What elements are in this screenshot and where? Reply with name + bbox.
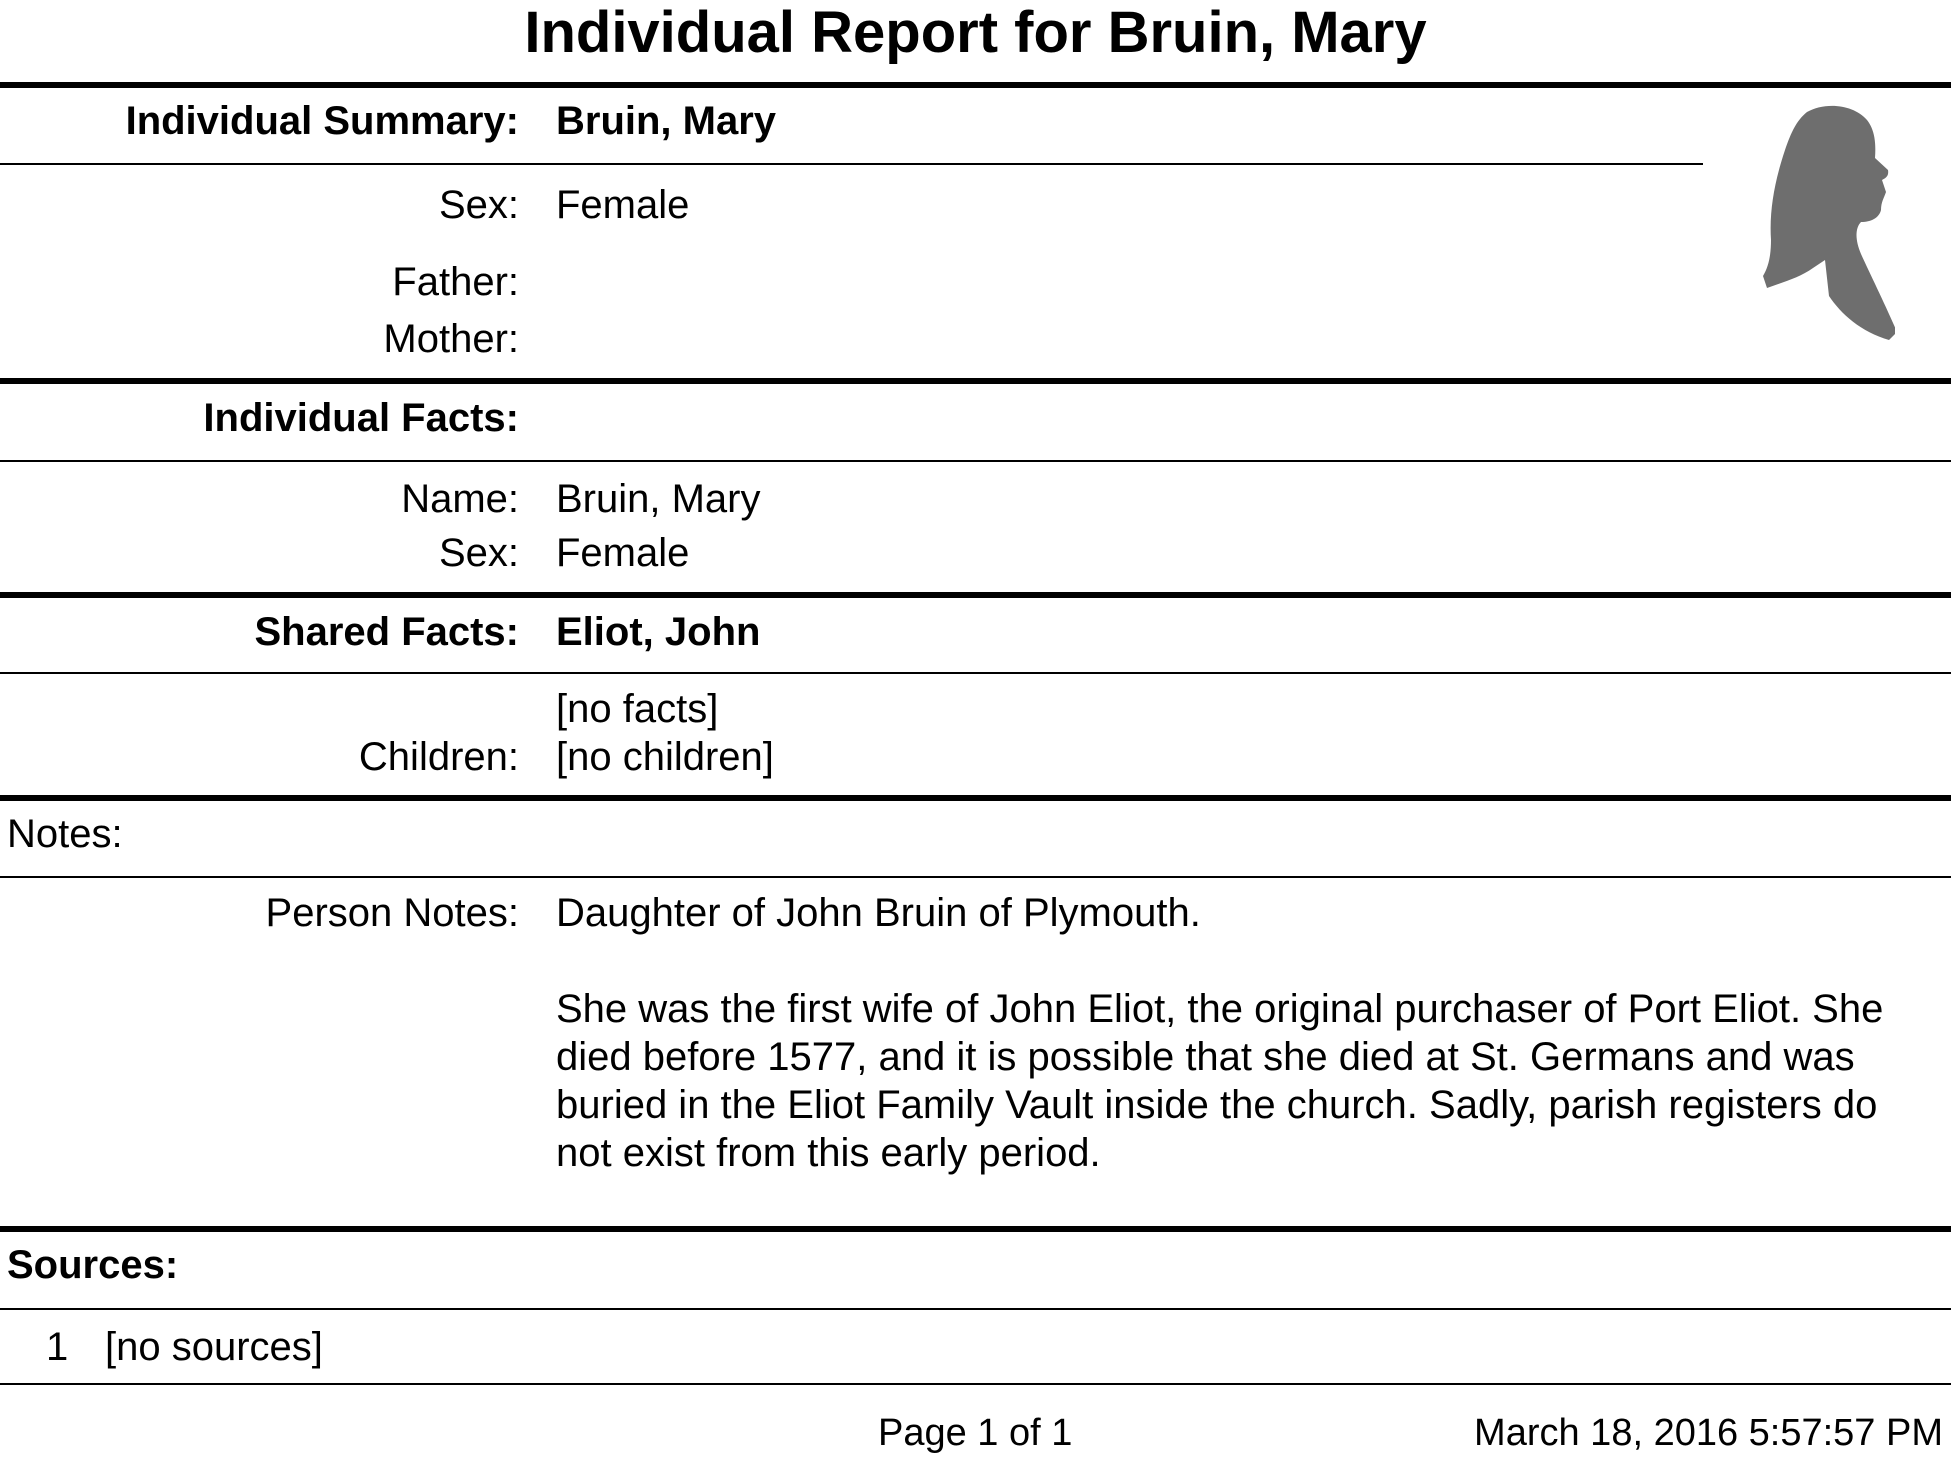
shared-rule — [0, 672, 1951, 674]
father-label: Father: — [392, 260, 519, 304]
summary-sex-value: Female — [556, 183, 690, 227]
female-silhouette-icon — [1755, 100, 1895, 345]
facts-label: Individual Facts: — [203, 396, 519, 440]
summary-bottom-rule — [0, 378, 1951, 384]
facts-name-value: Bruin, Mary — [556, 477, 761, 521]
sources-rule — [0, 1308, 1951, 1310]
title-rule — [0, 82, 1951, 88]
shared-bottom-rule — [0, 795, 1951, 801]
sources-bottom-rule — [0, 1383, 1951, 1385]
shared-label: Shared Facts: — [254, 610, 519, 654]
notes-bottom-rule — [0, 1226, 1951, 1232]
person-notes-label: Person Notes: — [265, 891, 519, 935]
facts-sex-label: Sex: — [438, 531, 519, 575]
summary-sex-label: Sex: — [438, 183, 519, 227]
notes-paragraph-1: Daughter of John Bruin of Plymouth. — [556, 891, 1201, 935]
source-text: [no sources] — [105, 1325, 323, 1369]
notes-label: Notes: — [7, 812, 123, 856]
page-number: Page 1 of 1 — [878, 1412, 1073, 1454]
summary-label: Individual Summary: — [125, 99, 519, 143]
report-date: March 18, 2016 5:57:57 PM — [1474, 1412, 1943, 1454]
children-value: [no children] — [556, 735, 774, 779]
report-title: Individual Report for Bruin, Mary — [524, 0, 1427, 65]
summary-rule — [0, 163, 1703, 165]
facts-rule — [0, 460, 1951, 462]
sources-label: Sources: — [7, 1243, 179, 1287]
notes-paragraph-2: She was the first wife of John Eliot, the original purchaser of Port Eliot. She died before 1577, and it is possible that she died at St. Germans and was buried in the Eliot Family Vault inside the church. Sadly, parish registers do not exist from this early period. — [556, 987, 1884, 1175]
facts-name-label: Name: — [401, 477, 519, 521]
notes-rule — [0, 876, 1951, 878]
facts-bottom-rule — [0, 592, 1951, 598]
source-number: 1 — [46, 1325, 69, 1369]
mother-label: Mother: — [383, 317, 519, 361]
shared-spouse: Eliot, John — [556, 610, 761, 654]
summary-name: Bruin, Mary — [556, 99, 777, 143]
shared-facts-value: [no facts] — [556, 687, 719, 731]
children-label: Children: — [358, 735, 519, 779]
facts-sex-value: Female — [556, 531, 690, 575]
